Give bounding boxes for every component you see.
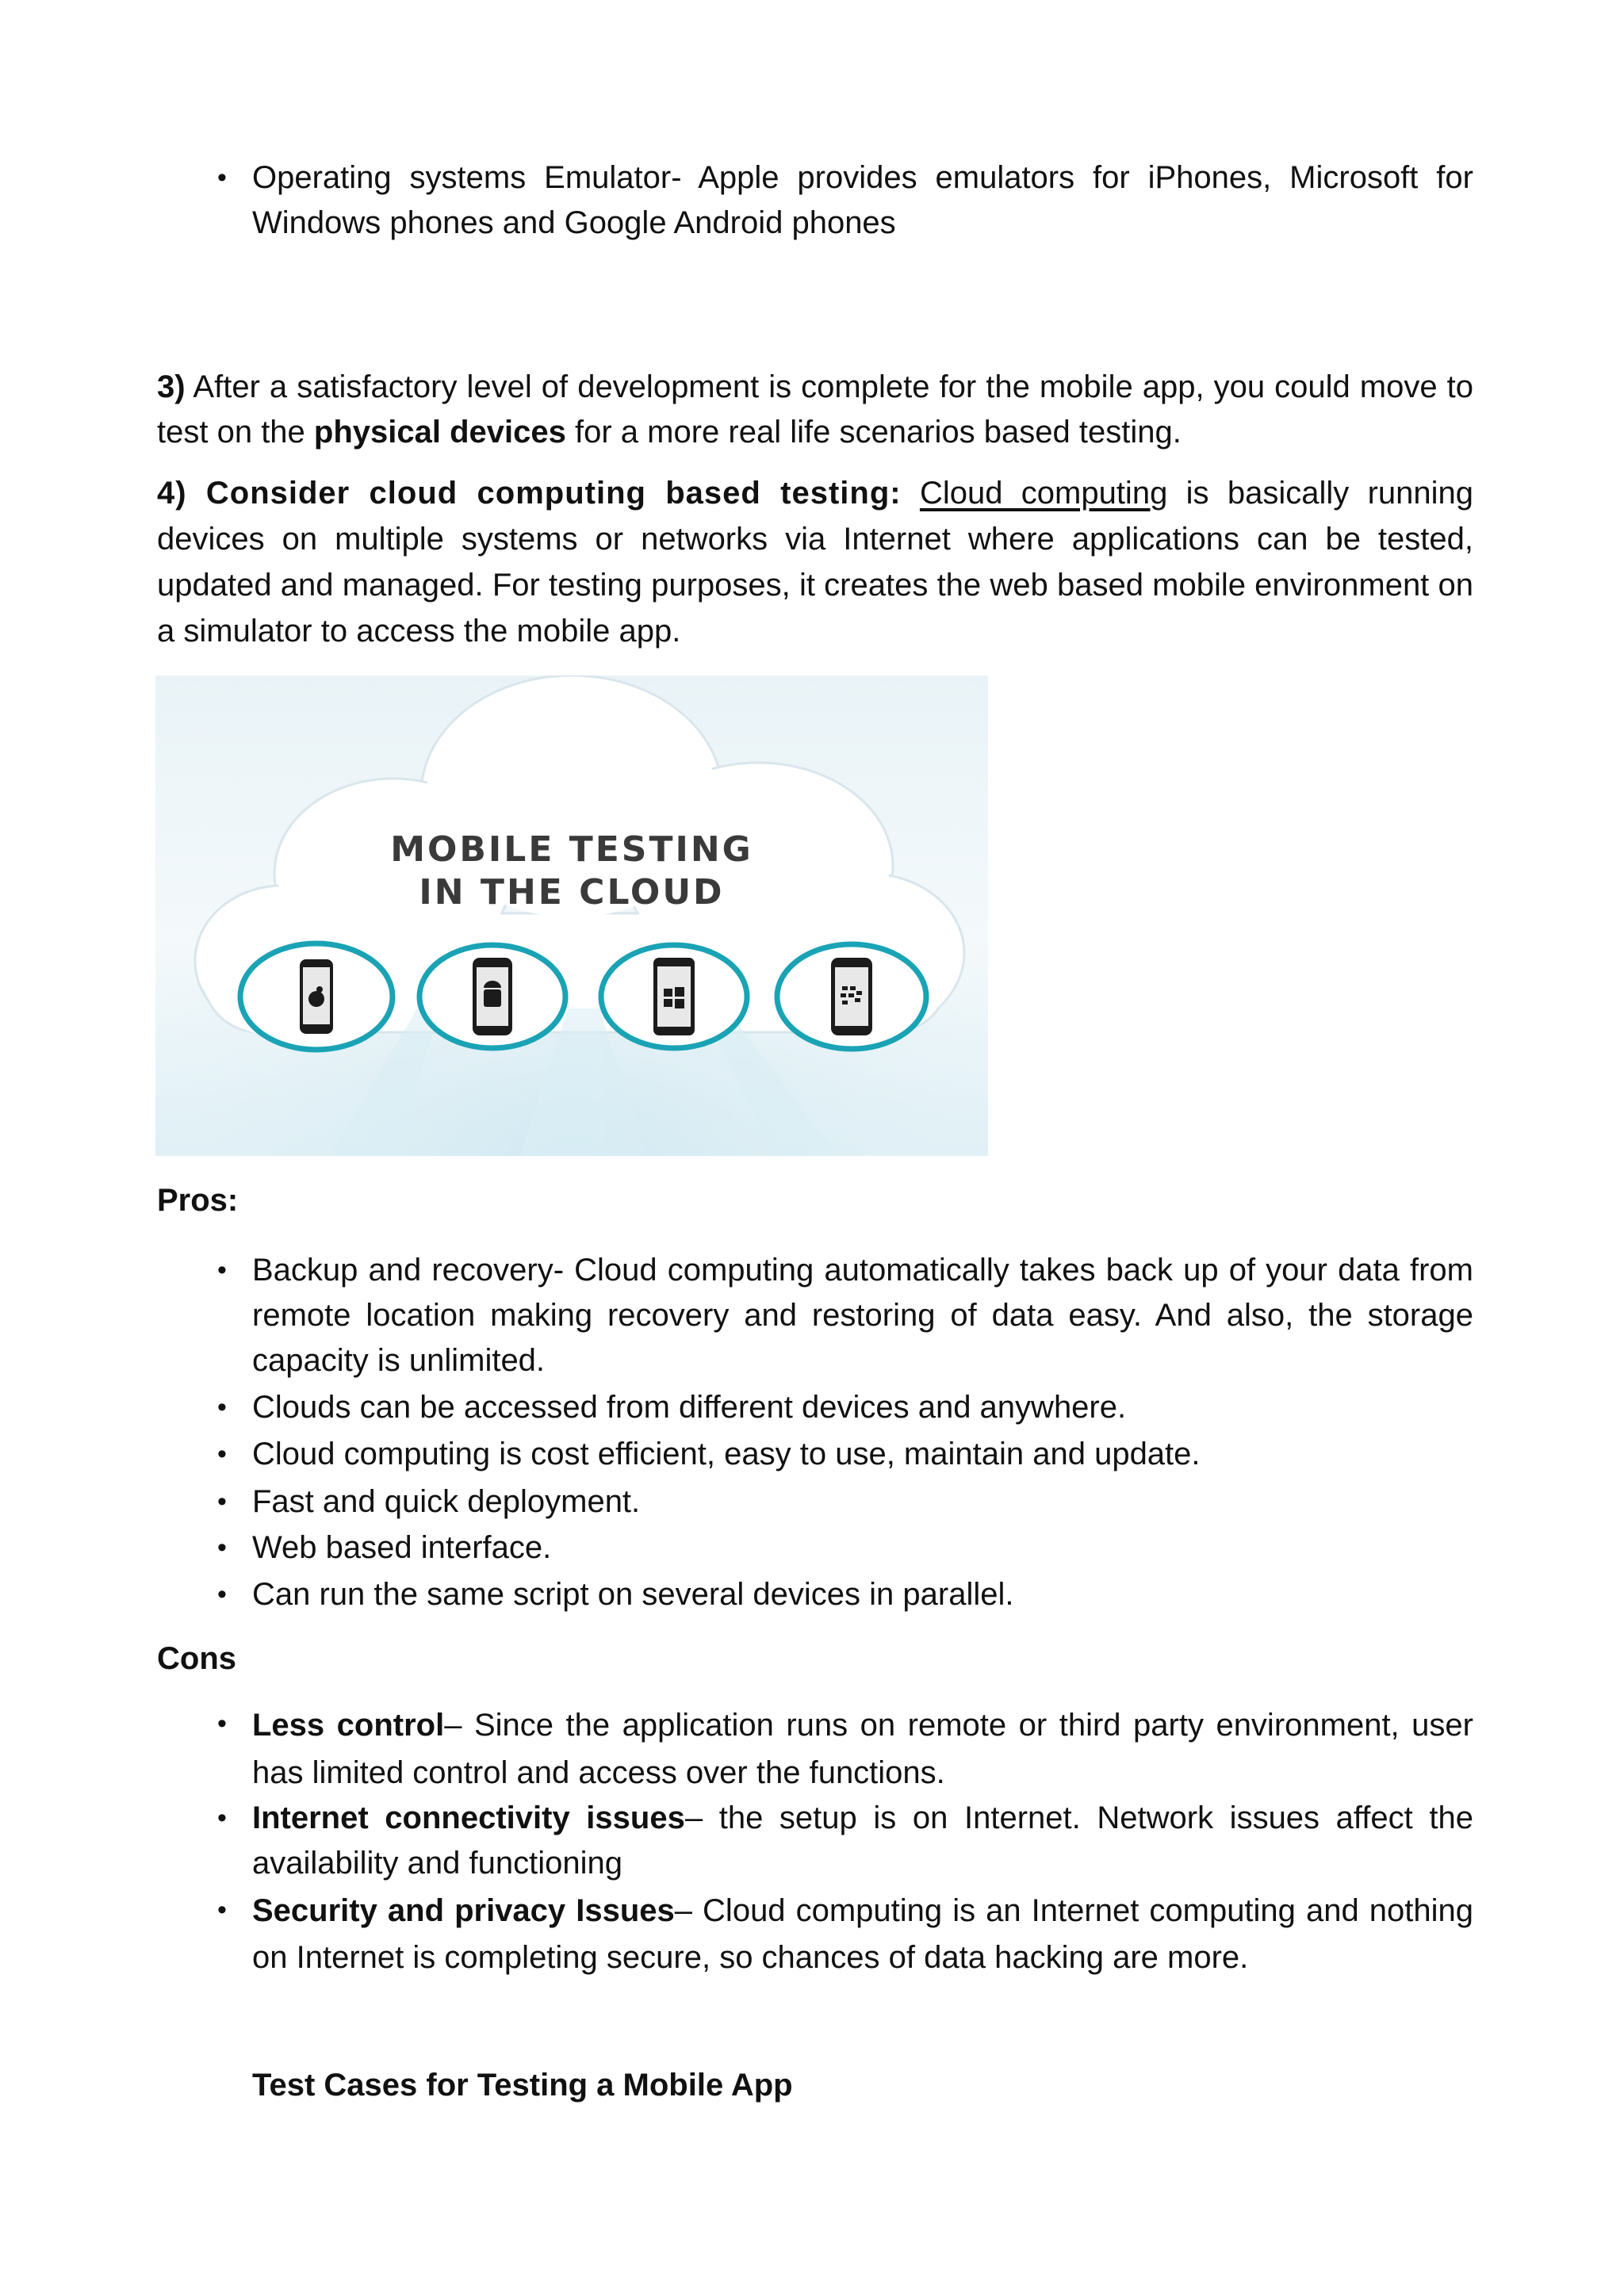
cons-item-bold: Less control [252,1708,445,1743]
item-3-number: 3) [157,369,186,404]
cons-item-text: – the setup is on Internet. Network issues affect the availability and functioning [252,1800,1473,1881]
bullet-icon: • [217,1709,227,1739]
cons-item-text: – Since the application runs on remote or third party environment, user has limited control and access over the functions. [252,1708,1473,1790]
pros-item-text: Web based interface. [252,1530,552,1565]
bullet-icon: • [217,1487,227,1517]
mobile-testing-cloud-image [155,675,988,1156]
item-4-heading: 4) Consider cloud computing based testing: [157,476,902,511]
list-item [217,1525,1473,1571]
pros-heading: Pros: [157,1183,239,1218]
item-3-bold: physical devices [313,415,566,450]
pros-item-text: Fast and quick deployment. [252,1484,641,1519]
bullet-icon: • [217,1392,227,1422]
bullet-icon: • [217,1895,227,1925]
pros-item-text: Backup and recovery- Cloud computing automatically takes back up of your data from remote location making recovery and restoring of data easy. And also, the storage capacity is unlimited. [252,1253,1473,1378]
bullet-icon: • [217,1579,227,1609]
pros-item-text: Cloud computing is cost efficient, easy to use, maintain and update. [252,1437,1201,1471]
item-3-text-a: After a satisfactory level of development is complete for the mobile app, you could move to test on the [157,369,1473,450]
image-title-line-2: IN THE CLOUD [419,872,725,913]
cons-heading: Cons [157,1641,236,1676]
paragraph-item-3 [157,365,1473,455]
bullet-icon: • [217,1803,227,1833]
bullet-icon: • [217,1533,227,1563]
bullet-icon: • [217,1255,227,1285]
list-item [217,1796,1473,1886]
cons-item-bold: Internet connectivity issues [252,1800,685,1835]
cons-item-bold: Security and privacy Issues [252,1893,675,1928]
image-title-line-1: MOBILE TESTING [390,829,753,870]
bullet-icon: • [217,163,227,193]
item-4-text: is basically running devices on multiple systems or networks via Internet where applications can be tested, updated and managed. For testing purposes, it creates the web based mobile environment on a simulator to access the mobile app. [157,476,1474,649]
cons-item-text: – Cloud computing is an Internet computing and nothing on Internet is completing secure, so chances of data hacking are more. [252,1893,1473,1975]
list-item [217,1479,1473,1525]
pros-item-text: Can run the same script on several devices in parallel. [252,1577,1014,1612]
paragraph-item-4 [157,470,1473,654]
emulator-bullet-text: Operating systems Emulator- Apple provides emulators for iPhones, Microsoft for Windows phones and Google Android phones [252,160,1473,240]
list-item [217,1572,1473,1617]
windows-phone-icon [601,945,747,1048]
list-item [217,155,1473,246]
android-phone-icon [419,945,565,1048]
list-item [217,1248,1473,1383]
list-item [217,1385,1473,1430]
list-item [217,1701,1473,1797]
blackberry-phone-icon [777,944,926,1049]
pros-item-text: Clouds can be accessed from different devices and anywhere. [252,1390,1127,1425]
apple-phone-icon [240,943,393,1050]
list-item [217,1432,1473,1477]
item-3-text-b: for a more real life scenarios based testing. [575,415,1182,450]
list-item [217,1888,1473,1981]
cloud-computing-link[interactable]: Cloud computing [919,476,1168,511]
bullet-icon: • [217,1439,227,1469]
section-heading: Test Cases for Testing a Mobile App [252,2068,793,2103]
